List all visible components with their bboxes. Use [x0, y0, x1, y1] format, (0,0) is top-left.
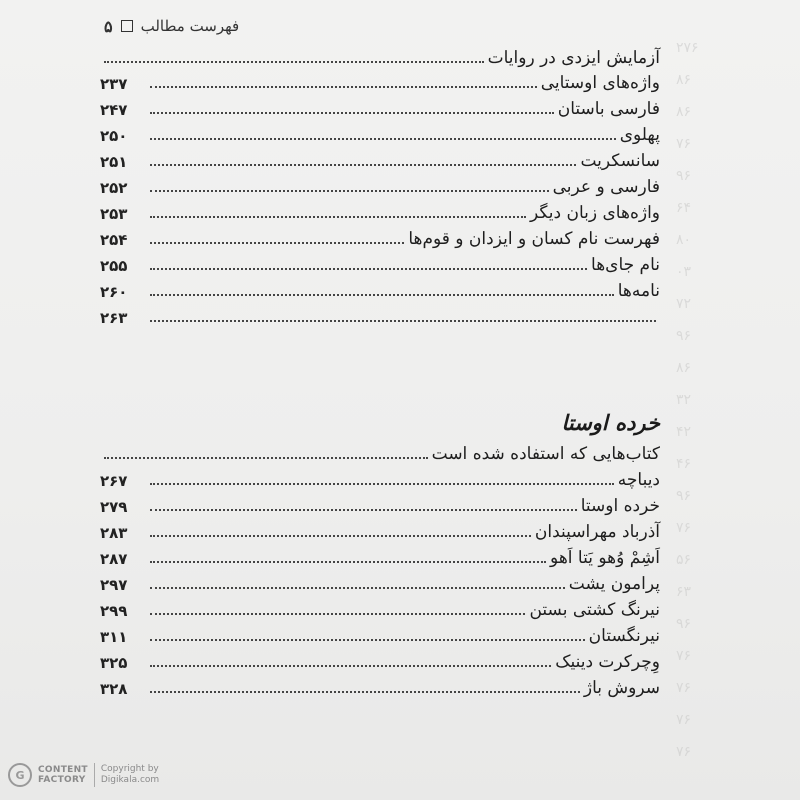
show-through-number: ۵۶	[676, 552, 692, 568]
toc-entry-page: ۲۶۳	[100, 309, 128, 327]
dot-leader	[104, 457, 428, 459]
show-through-number: ۷۲	[676, 296, 692, 312]
section-title: خرده اوستا	[561, 410, 660, 435]
dot-leader	[150, 665, 551, 667]
toc-entry-title: آذرباد مهراسپندان	[534, 522, 660, 542]
toc-entry-title: نیرنگ کشتی بستن	[529, 600, 660, 620]
toc-row	[100, 648, 660, 672]
toc-row	[100, 173, 660, 197]
show-through-number: ۸۶	[676, 104, 692, 120]
toc-entry-title: فارسی و عربی	[552, 177, 660, 197]
toc-entry-page: ۲۶۷	[100, 472, 128, 490]
toc-row	[100, 69, 660, 93]
dot-leader	[150, 164, 576, 166]
show-through-number: ۷۶	[676, 680, 692, 696]
toc-entry-page: ۲۸۳	[100, 524, 128, 542]
dot-leader	[150, 112, 554, 114]
toc-entry-title: فارسی باستان	[557, 99, 660, 119]
dot-leader	[150, 294, 614, 296]
toc-entry-title: نام جای‌ها	[591, 255, 660, 275]
toc-entry-page: ۲۹۷	[100, 576, 128, 594]
show-through-number: ۸۶	[676, 360, 692, 376]
dot-leader	[150, 86, 537, 88]
toc-row	[100, 518, 660, 542]
toc-row	[100, 622, 660, 646]
copyright-line-1: Copyright by	[100, 764, 159, 774]
toc-row	[100, 466, 660, 490]
toc-entry-page: ۲۷۹	[100, 498, 128, 516]
toc-row	[100, 544, 660, 568]
toc-entry-title: اَشِمْ وُهو یَتا اَهو	[550, 548, 660, 568]
toc-entry-title: دیباچه	[617, 470, 660, 490]
toc-row	[100, 199, 660, 223]
dot-leader	[150, 509, 577, 511]
toc-entry-page: ۳۲۸	[100, 680, 128, 698]
toc-entry-page: ۲۴۷	[100, 101, 128, 119]
dot-leader	[104, 61, 484, 63]
header-title: فهرست مطالب	[140, 17, 240, 35]
show-through-number: ۷۶	[676, 520, 692, 536]
toc-entry-page: ۲۵۰	[100, 127, 128, 145]
show-through-number: ۷۶	[676, 648, 692, 664]
toc-entry-title: نامه‌ها	[617, 281, 660, 301]
toc-row	[100, 303, 660, 327]
toc-row	[100, 44, 660, 68]
toc-entry-title: فهرست نام کسان و ایزدان و قوم‌ها	[408, 229, 660, 249]
toc-row	[100, 674, 660, 698]
watermark-brand	[38, 765, 88, 785]
show-through-number: ۰۳	[676, 264, 692, 280]
toc-entry-page: ۲۹۹	[100, 602, 128, 620]
show-through-number: ۹۶	[676, 488, 692, 504]
toc-entry-title: واژه‌های زبان دیگر	[530, 203, 660, 223]
show-through-number: ۷۶	[676, 136, 692, 152]
dot-leader	[150, 483, 614, 485]
content-factory-logo-icon: G	[8, 763, 32, 787]
toc-row	[100, 440, 660, 464]
toc-row	[100, 121, 660, 145]
toc-row	[100, 570, 660, 594]
toc-entry-title: واژه‌های اوستایی	[540, 73, 660, 93]
show-through-number: ۶۳	[676, 584, 692, 600]
square-bullet-icon	[121, 20, 133, 32]
toc-entry-page: ۳۲۵	[100, 654, 128, 672]
toc-entry-title: وِچرکرت دینیک	[555, 652, 660, 672]
toc-row	[100, 95, 660, 119]
dot-leader	[150, 639, 585, 641]
show-through-number: ۹۶	[676, 168, 692, 184]
toc-entry-title: آزمایش ایزدی در روایات	[487, 48, 660, 68]
show-through-number: ۲۷۶	[676, 40, 699, 56]
toc-entry-page: ۲۵۵	[100, 257, 128, 275]
dot-leader	[150, 190, 549, 192]
toc-entry-title: خرده اوستا	[580, 496, 660, 516]
toc-row	[100, 147, 660, 171]
show-through-number: ۸۰	[676, 232, 692, 248]
show-through-number: ۳۲	[676, 392, 692, 408]
dot-leader	[150, 691, 580, 693]
dot-leader	[150, 561, 546, 563]
dot-leader	[150, 613, 525, 615]
toc-entry-page: ۲۵۲	[100, 179, 128, 197]
toc-entry-title: پرامون یشت	[568, 574, 660, 594]
toc-row	[100, 277, 660, 301]
watermark-divider	[94, 763, 95, 787]
toc-entry-title: سانسکریت	[580, 151, 660, 171]
show-through-number: ۷۶	[676, 712, 692, 728]
toc-entry-page: ۲۵۴	[100, 231, 128, 249]
watermark	[8, 757, 198, 793]
toc-entry-page: ۲۶۰	[100, 283, 128, 301]
toc-entry-page: ۳۱۱	[100, 628, 128, 646]
watermark-copyright	[101, 764, 159, 786]
toc-entry-title: نیرنگستان	[588, 626, 660, 646]
dot-leader	[150, 587, 565, 589]
header-page-number: ۵	[104, 16, 113, 36]
dot-leader	[150, 138, 616, 140]
dot-leader	[150, 535, 531, 537]
toc-entry-page: ۲۸۷	[100, 550, 128, 568]
toc-entry-page: ۲۵۱	[100, 153, 128, 171]
dot-leader	[150, 268, 587, 270]
toc-row	[100, 225, 660, 249]
dot-leader	[150, 216, 526, 218]
show-through-number: ۶۴	[676, 200, 692, 216]
toc-entry-page: ۲۳۷	[100, 75, 128, 93]
show-through-number: ۸۶	[676, 72, 692, 88]
brand-line-1: CONTENT	[38, 765, 88, 775]
show-through-number: ۴۶	[676, 456, 692, 472]
show-through-number: ۷۶	[676, 744, 692, 760]
toc-row	[100, 492, 660, 516]
running-header	[104, 14, 239, 38]
toc-entry-title: پهلوی	[619, 125, 660, 145]
copyright-line-2: Digikala.com	[100, 775, 160, 785]
show-through-number: ۹۶	[676, 328, 692, 344]
toc-entry-title: سروش باژ	[583, 678, 660, 698]
toc-entry-page: ۲۵۳	[100, 205, 128, 223]
toc-row	[100, 251, 660, 275]
brand-line-2: FACTORY	[38, 775, 86, 785]
show-through-number: ۹۶	[676, 616, 692, 632]
toc-row	[100, 596, 660, 620]
toc-entry-title: کتاب‌هایی که استفاده شده است	[431, 444, 660, 464]
dot-leader	[150, 242, 404, 244]
dot-leader	[150, 320, 656, 322]
show-through-number: ۴۲	[676, 424, 692, 440]
